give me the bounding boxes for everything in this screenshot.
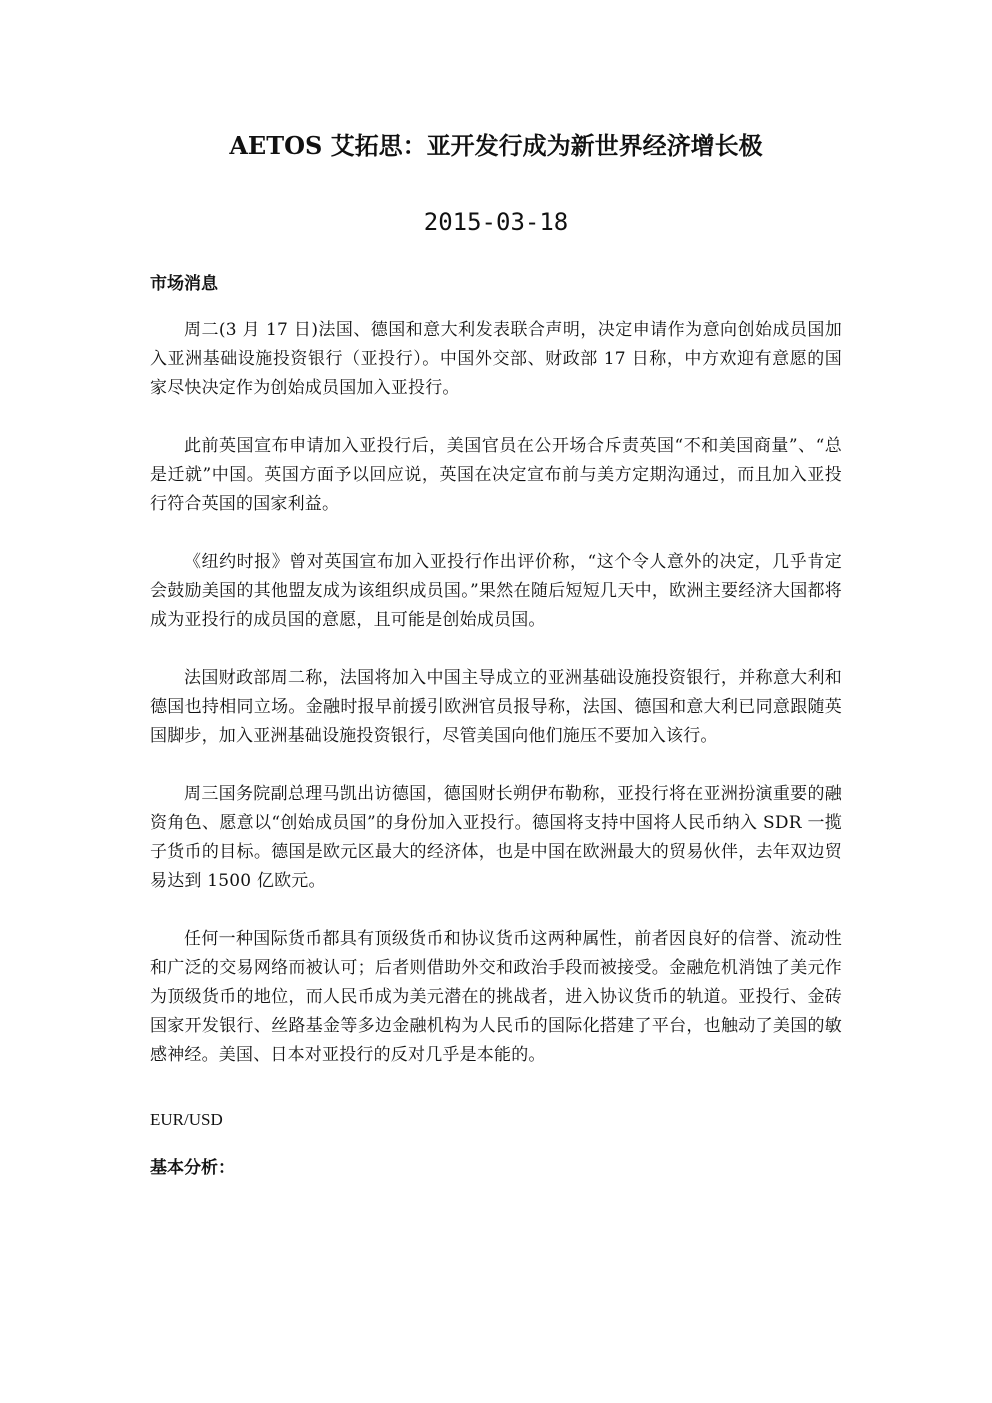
paragraph: 《纽约时报》曾对英国宣布加入亚投行作出评价称，“这个令人意外的决定，几乎肯定会鼓励美国的其他盟友成为该组织成员国。”果然在随后短短几天中，欧洲主要经济大国都将成为亚投行的成员国的意愿，且可能是创始成员国。	[150, 552, 842, 630]
document-title: AETOS 艾拓思：亚开发行成为新世界经济增长极	[229, 131, 763, 160]
section-heading-market-news: 市场消息	[150, 274, 218, 294]
currency-pair-label: EUR/USD	[150, 1110, 223, 1129]
paragraph: 周二(3 月 17 日)法国、德国和意大利发表联合声明，决定申请作为意向创始成员国加入亚洲基础设施投资银行（亚投行）。中国外交部、财政部 17 日称，中方欢迎有意愿的国家尽快决定作为创始成员国加入亚投行。	[150, 320, 842, 398]
document-date: 2015-03-18	[423, 208, 569, 236]
section-heading-fundamental-analysis: 基本分析：	[150, 1158, 235, 1178]
article-body	[150, 316, 842, 1099]
paragraph: 任何一种国际货币都具有顶级货币和协议货币这两种属性，前者因良好的信誉、流动性和广泛的交易网络而被认可；后者则借助外交和政治手段而被接受。金融危机消蚀了美元作为顶级货币的地位，而人民币成为美元潜在的挑战者，进入协议货币的轨道。亚投行、金砖国家开发银行、丝路基金等多边金融机构为人民币的国际化搭建了平台，也触动了美国的敏感神经。美国、日本对亚投行的反对几乎是本能的。	[150, 929, 842, 1065]
paragraph: 法国财政部周二称，法国将加入中国主导成立的亚洲基础设施投资银行，并称意大利和德国也持相同立场。金融时报早前援引欧洲官员报导称，法国、德国和意大利已同意跟随英国脚步，加入亚洲基础设施投资银行，尽管美国向他们施压不要加入该行。	[150, 668, 842, 746]
paragraph: 周三国务院副总理马凯出访德国，德国财长朔伊布勒称，亚投行将在亚洲扮演重要的融资角色、愿意以“创始成员国”的身份加入亚投行。德国将支持中国将人民币纳入 SDR 一揽子货币的目标。德国是欧元区最大的经济体，也是中国在欧洲最大的贸易伙伴，去年双边贸易达到 1500 亿欧元。	[150, 784, 842, 891]
paragraph: 此前英国宣布申请加入亚投行后，美国官员在公开场合斥责英国“不和美国商量”、“总是迁就”中国。英国方面予以回应说，英国在决定宣布前与美方定期沟通过，而且加入亚投行符合英国的国家利益。	[150, 436, 842, 514]
